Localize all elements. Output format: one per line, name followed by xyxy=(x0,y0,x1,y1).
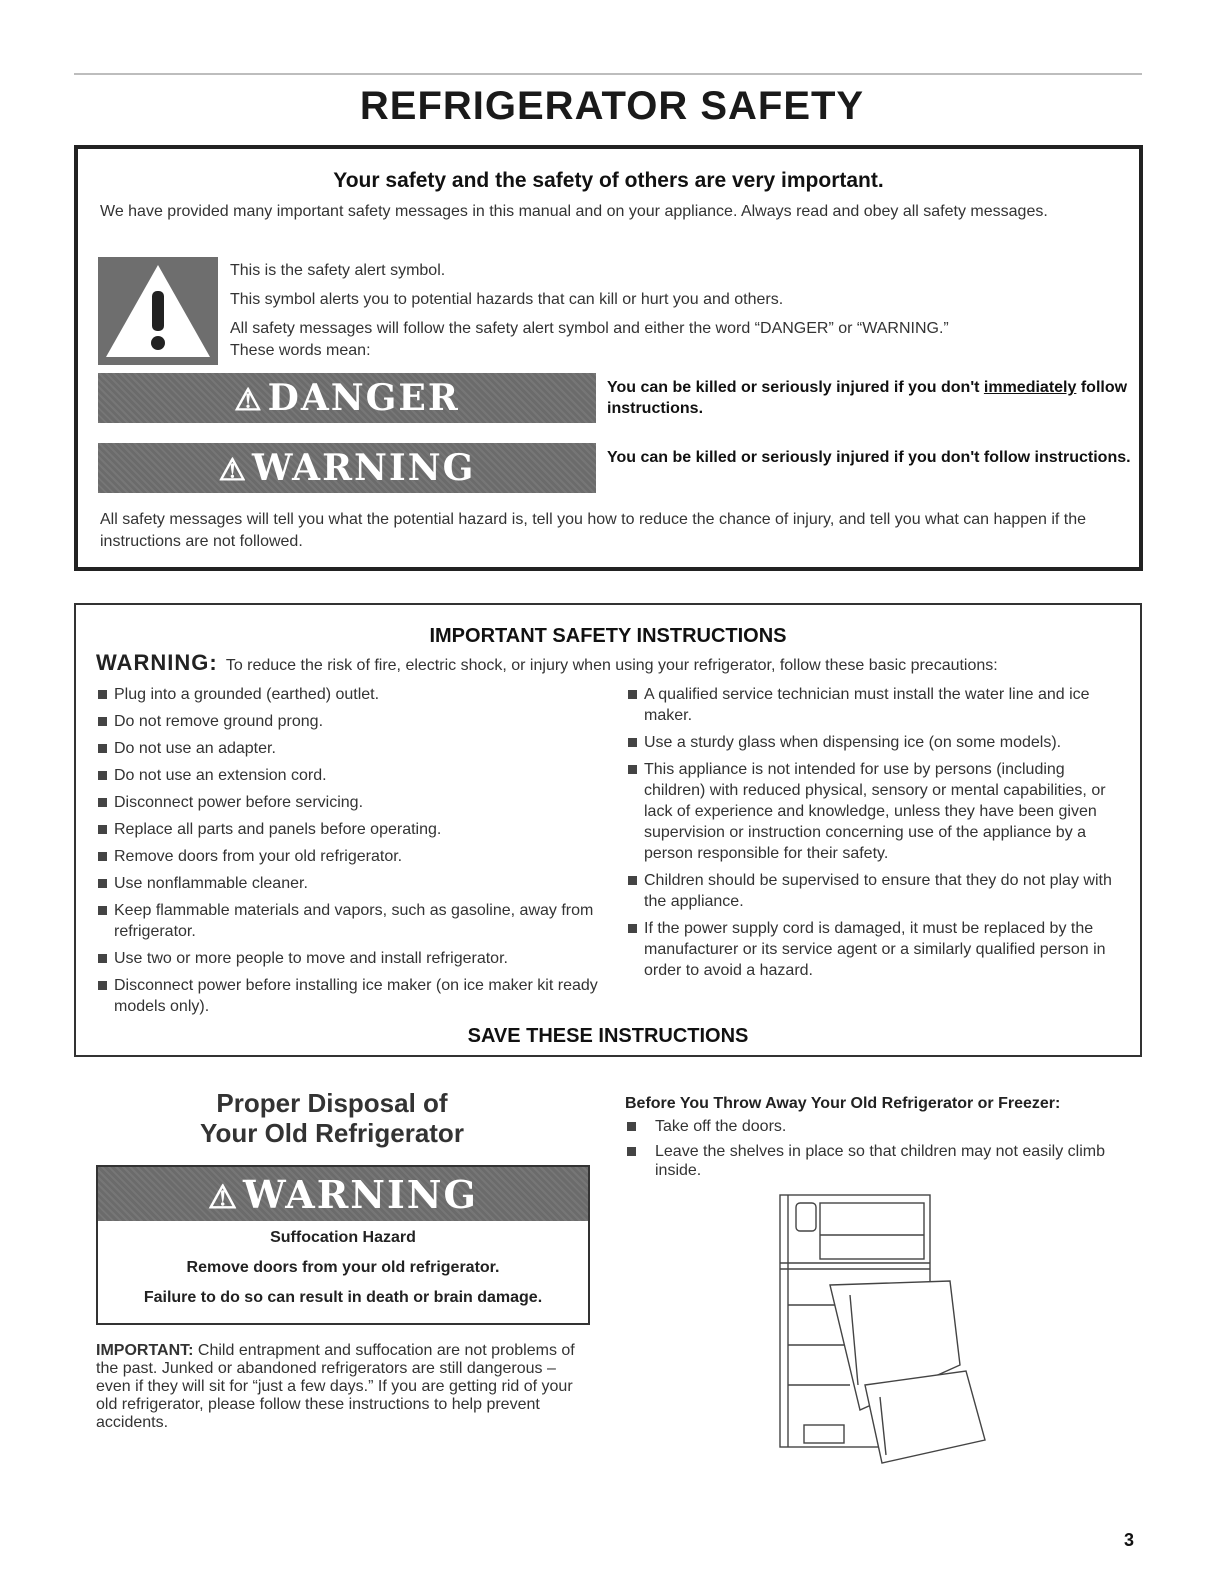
list-item: Remove doors from your old refrigerator. xyxy=(96,846,616,867)
warning-banner xyxy=(98,443,596,493)
list-item: Replace all parts and panels before operating. xyxy=(96,819,616,840)
danger-description: You can be killed or seriously injured if you don't immediately follow instructions. xyxy=(607,379,1128,417)
warning-label: WARNING xyxy=(242,1171,478,1217)
save-instructions-line: SAVE THESE INSTRUCTIONS xyxy=(467,1025,749,1047)
refrigerator-doors-removed-illustration xyxy=(770,1185,1000,1475)
list-item: Do not remove ground prong. xyxy=(96,711,616,732)
alert-line: All safety messages will follow the safety alert symbol and either the word “DANGER” or “WARNING.” xyxy=(230,320,949,337)
warning-triangle-icon: ⚠ xyxy=(234,382,264,418)
list-item: Use a sturdy glass when dispensing ice (on some models). xyxy=(626,732,1126,753)
right-precautions-list xyxy=(626,684,1126,987)
list-item: Children should be supervised to ensure that they do not play with the appliance. xyxy=(626,870,1126,912)
list-item: Do not use an adapter. xyxy=(96,738,616,759)
warning-text: To reduce the risk of fire, electric shock, or injury when using your refrigerator, follow these basic precautions: xyxy=(225,657,998,674)
alert-line: These words mean: xyxy=(230,342,371,359)
list-item: Keep flammable materials and vapors, such as gasoline, away from refrigerator. xyxy=(96,900,616,942)
warning-triangle-icon: ⚠ xyxy=(208,1177,239,1216)
list-item: Use two or more people to move and install refrigerator. xyxy=(96,948,616,969)
list-item: Use nonflammable cleaner. xyxy=(96,873,616,894)
safety-alert-symbol-icon xyxy=(98,257,218,365)
list-item: Disconnect power before installing ice maker (on ice maker kit ready models only). xyxy=(96,975,616,1017)
top-rule xyxy=(74,73,1142,75)
list-item: This appliance is not intended for use by persons (including children) with reduced physical, sensory or mental capabilities, or lack of experience and knowledge, unless they have been given supervision or instruction concerning use of the appliance by a person responsible for their safety. xyxy=(626,759,1126,864)
warning-word: WARNING: xyxy=(96,650,218,675)
hazard-instruction: Remove doors from your old refrigerator. xyxy=(186,1259,500,1276)
important-paragraph: IMPORTANT: Child entrapment and suffocation are not problems of the past. Junked or abandoned refrigerators are still dangerous – even if they will sit for “just a few days.” If you are getting rid of your old refrigerator, please follow these instructions to help prevent accidents. xyxy=(96,1342,575,1431)
before-throw-away-list xyxy=(625,1117,1115,1186)
alert-line: This symbol alerts you to potential hazards that can kill or hurt you and others. xyxy=(230,291,784,308)
page-title: REFRIGERATOR SAFETY xyxy=(359,84,865,128)
disposal-title: Proper Disposal of Your Old Refrigerator xyxy=(200,1088,464,1148)
safety-intro-text: We have provided many important safety messages in this manual and on your appliance. Always read and obey all safety messages. xyxy=(100,203,1048,220)
danger-label: DANGER xyxy=(267,377,460,419)
suffocation-warning-box xyxy=(96,1165,590,1325)
list-item: If the power supply cord is damaged, it must be replaced by the manufacturer or its service agent or a similarly qualified person in order to avoid a hazard. xyxy=(626,918,1126,981)
left-precautions-list xyxy=(96,684,616,1023)
danger-banner xyxy=(98,373,596,423)
list-item: A qualified service technician must install the water line and ice maker. xyxy=(626,684,1126,726)
safety-footer-text: All safety messages will tell you what the potential hazard is, tell you how to reduce the chance of injury, and tell you what can happen if the instructions are not followed. xyxy=(100,511,1087,550)
immediately-emphasis: immediately xyxy=(983,379,1077,396)
warning-label: WARNING xyxy=(252,447,476,489)
list-item: Disconnect power before servicing. xyxy=(96,792,616,813)
list-item: Plug into a grounded (earthed) outlet. xyxy=(96,684,616,705)
instructions-heading: IMPORTANT SAFETY INSTRUCTIONS xyxy=(429,625,787,647)
alert-line: This is the safety alert symbol. xyxy=(230,262,446,279)
page-number: 3 xyxy=(1124,1530,1135,1550)
safety-heading: Your safety and the safety of others are very important. xyxy=(333,169,884,192)
hazard-consequence: Failure to do so can result in death or brain damage. xyxy=(143,1289,543,1306)
warning-banner xyxy=(98,1167,588,1221)
before-throw-away-heading: Before You Throw Away Your Old Refrigerator or Freezer: xyxy=(625,1095,1061,1112)
list-item: Do not use an extension cord. xyxy=(96,765,616,786)
warning-triangle-icon: ⚠ xyxy=(218,452,249,488)
safety-intro-box xyxy=(74,145,1143,571)
warning-description: You can be killed or seriously injured if you don't follow instructions. xyxy=(607,449,1131,466)
list-item: Leave the shelves in place so that children may not easily climb inside. xyxy=(625,1142,1115,1180)
list-item: Take off the doors. xyxy=(625,1117,1115,1136)
hazard-type: Suffocation Hazard xyxy=(270,1229,416,1246)
important-label: IMPORTANT: xyxy=(96,1342,194,1359)
alert-symbol-description xyxy=(230,261,1110,370)
important-safety-instructions-box xyxy=(74,603,1142,1057)
precautions-warning xyxy=(96,651,1136,678)
